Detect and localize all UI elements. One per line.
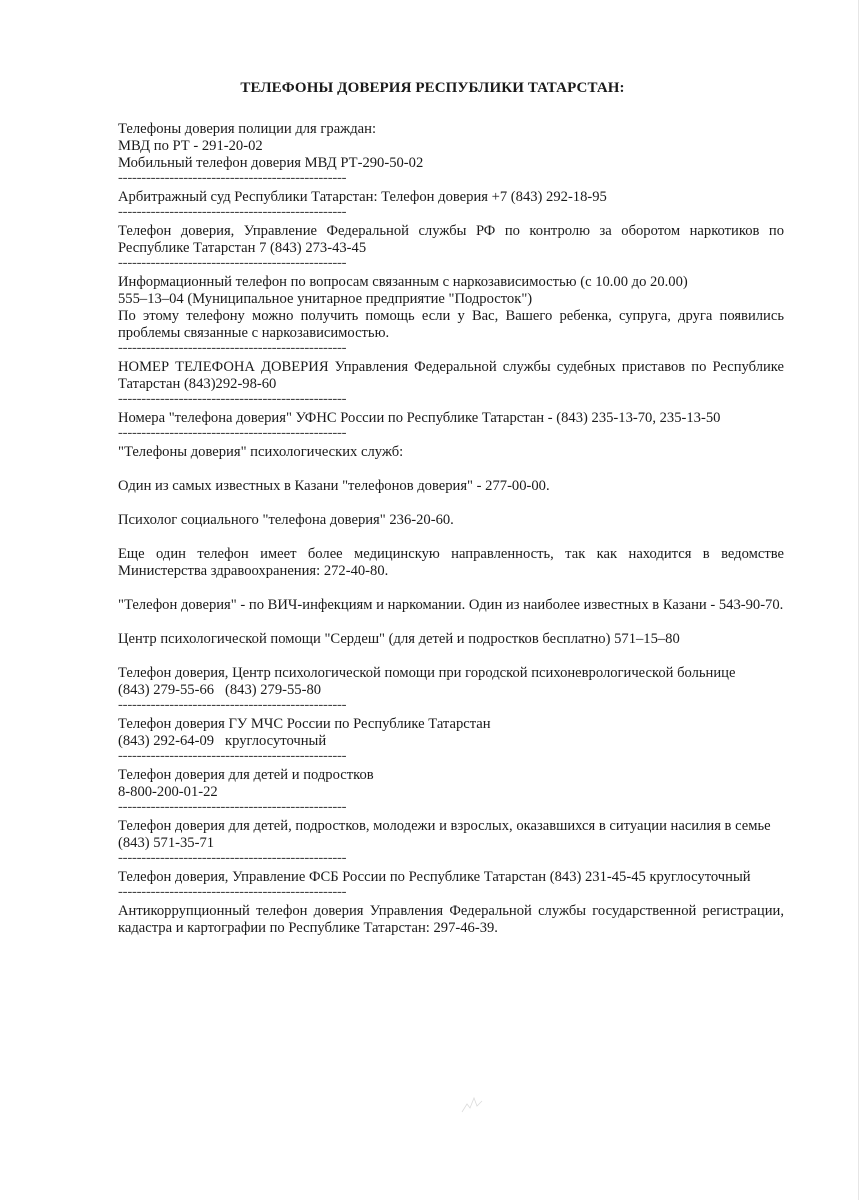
separator: ------------------------------------------------- — [118, 748, 347, 764]
police-heading: Телефоны доверия полиции для граждан: — [118, 121, 377, 137]
psych-services-block — [118, 444, 784, 699]
psych-item: Телефон доверия, Центр психологической помощи при городской психоневрологической больнице — [118, 665, 736, 681]
separator: ------------------------------------------------- — [118, 340, 347, 356]
separator: ------------------------------------------------- — [118, 204, 347, 220]
police-mobile-phone: Мобильный телефон доверия МВД РТ-290-50-02 — [118, 155, 424, 171]
psych-item: "Телефон доверия" - по ВИЧ-инфекциям и наркомании. Один из наиболее известных в Казани - 543-90-70. — [118, 597, 784, 613]
bailiffs-phone: НОМЕР ТЕЛЕФОНА ДОВЕРИЯ Управления Федеральной службы судебных приставов по Республике Татарстан (843)292-98-60 — [118, 359, 784, 392]
police-mvd-phone: МВД по РТ - 291-20-02 — [118, 138, 263, 154]
scan-smudge — [458, 1092, 488, 1116]
emergency-heading: Телефон доверия ГУ МЧС России по Республике Татарстан — [118, 716, 491, 732]
drug-info-heading: Информационный телефон по вопросам связанным с наркозависимостью (с 10.00 до 20.00) — [118, 274, 688, 290]
separator: ------------------------------------------------- — [118, 170, 347, 186]
psych-services-heading: "Телефоны доверия" психологических служб: — [118, 444, 404, 460]
page-title: ТЕЛЕФОНЫ ДОВЕРИЯ РЕСПУБЛИКИ ТАТАРСТАН: — [240, 80, 625, 96]
police-block — [118, 121, 784, 172]
drug-info-phone: 555–13–04 (Муниципальное унитарное предприятие "Подросток") — [118, 291, 533, 307]
tax-service-phones: Номера "телефона доверия" УФНС России по Республике Татарстан - (843) 235-13-70, 235-13-50 — [118, 410, 721, 426]
arbitration-court-phone: Арбитражный суд Республики Татарстан: Телефон доверия +7 (843) 292-18-95 — [118, 189, 607, 205]
narcotics-control-phone: Телефон доверия, Управление Федеральной службы РФ по контролю за оборотом наркотиков по Республике Татарстан 7 (843) 273-43-45 — [118, 223, 784, 256]
psych-item-phones: (843) 279-55-66 (843) 279-55-80 — [118, 682, 322, 698]
anticorruption-phone: Антикоррупционный телефон доверия Управления Федеральной службы государственной регистрации, кадастра и картографии по Республике Татарстан: 297-46-39. — [118, 903, 784, 936]
children-phone: 8-800-200-01-22 — [118, 784, 218, 800]
violence-phone: (843) 571-35-71 — [118, 835, 215, 851]
psych-item: Центр психологической помощи "Сердеш" (для детей и подростков бесплатно) 571–15–80 — [118, 631, 680, 647]
violence-heading: Телефон доверия для детей, подростков, молодежи и взрослых, оказавшихся в ситуации насилия в семье — [118, 818, 771, 834]
separator: ------------------------------------------------- — [118, 799, 347, 815]
separator: ------------------------------------------------- — [118, 391, 347, 407]
fsb-phone: Телефон доверия, Управление ФСБ России по Республике Татарстан (843) 231-45-45 круглосуточный — [118, 869, 751, 885]
drug-info-block — [118, 274, 784, 342]
psych-item: Один из самых известных в Казани "телефонов доверия" - 277-00-00. — [118, 478, 550, 494]
separator: ------------------------------------------------- — [118, 884, 347, 900]
document-body — [118, 121, 784, 937]
children-heading: Телефон доверия для детей и подростков — [118, 767, 374, 783]
separator: ------------------------------------------------- — [118, 697, 347, 713]
emergency-phone: (843) 292-64-09 круглосуточный — [118, 733, 327, 749]
separator: ------------------------------------------------- — [118, 850, 347, 866]
separator: ------------------------------------------------- — [118, 255, 347, 271]
psych-item: Психолог социального "телефона доверия" 236-20-60. — [118, 512, 454, 528]
drug-info-description: По этому телефону можно получить помощь если у Вас, Вашего ребенка, супруга, друга появились проблемы связанные с наркозависимостью. — [118, 308, 784, 341]
psych-item: Еще один телефон имеет более медицинскую направленность, так как находится в ведомстве Министерства здравоохранения: 272-40-80. — [118, 546, 784, 579]
separator: ------------------------------------------------- — [118, 425, 347, 441]
